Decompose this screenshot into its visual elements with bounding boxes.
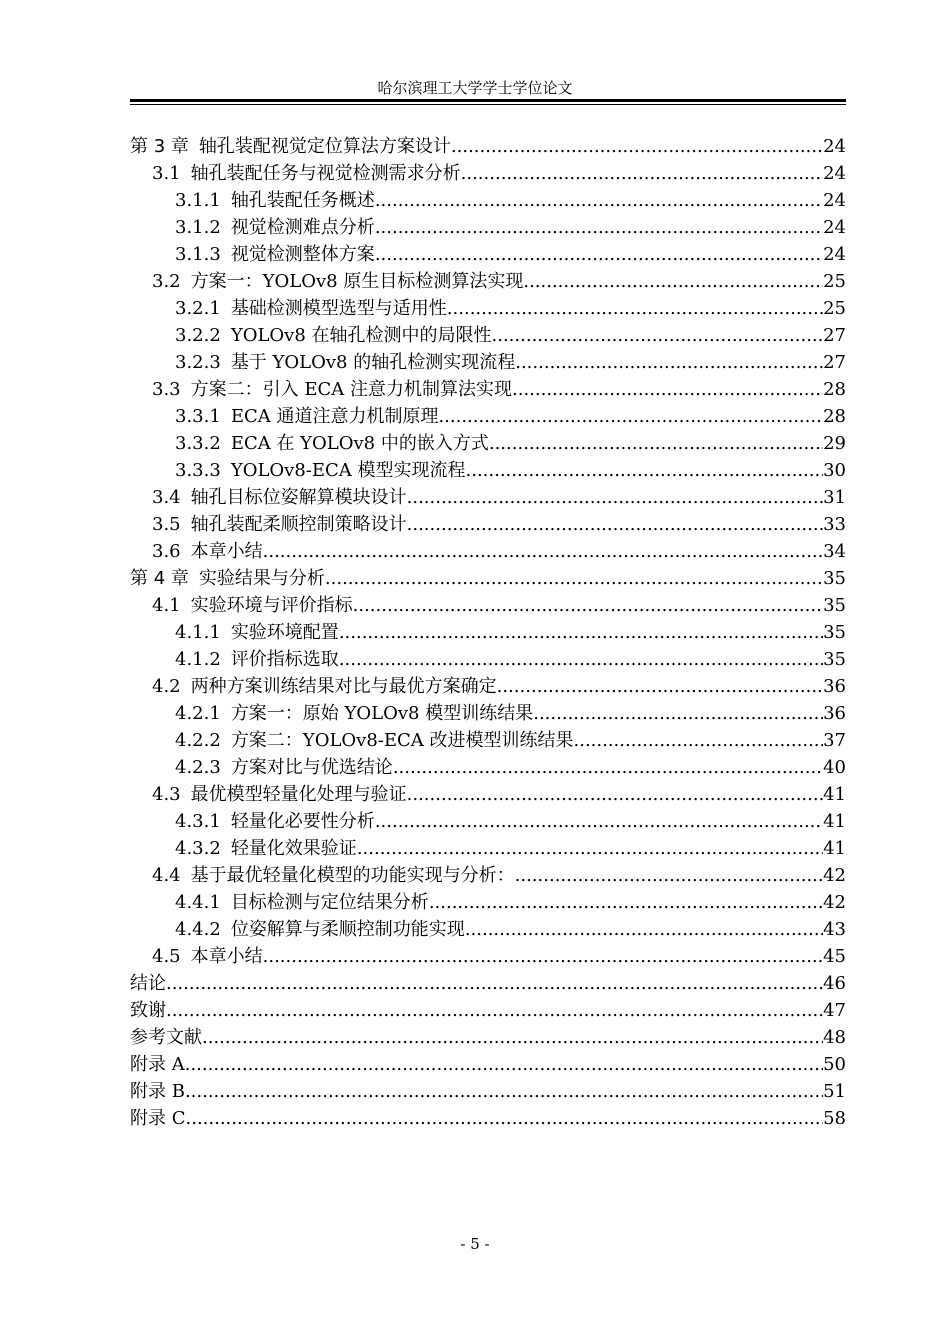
toc-dot-leader <box>465 916 823 943</box>
toc-entry-page: 35 <box>823 622 846 643</box>
toc-entry-title: 轴孔目标位姿解算模块设计 <box>190 487 407 508</box>
toc-entry[interactable] <box>130 781 846 808</box>
toc-entry[interactable] <box>130 997 846 1024</box>
toc-dot-leader <box>515 862 823 889</box>
toc-entry[interactable] <box>130 646 846 673</box>
toc-dot-leader <box>375 808 823 835</box>
toc-entry-page: 58 <box>823 1108 846 1129</box>
toc-entry-number: 3.3.3 <box>175 460 221 481</box>
toc-entry-page: 34 <box>823 541 846 562</box>
toc-entry[interactable] <box>130 430 846 457</box>
toc-entry-page: 27 <box>823 352 846 373</box>
toc-dot-leader <box>357 835 823 862</box>
toc-entry-title: YOLOv8-ECA 模型实现流程 <box>230 460 466 481</box>
toc-entry-number: 3.1.3 <box>175 244 221 265</box>
toc-entry-title: 实验环境与评价指标 <box>190 595 353 616</box>
toc-dot-leader <box>393 754 823 781</box>
toc-dot-leader <box>166 997 823 1024</box>
toc-dot-leader <box>339 619 823 646</box>
toc-entry[interactable] <box>130 673 846 700</box>
toc-dot-leader <box>339 646 823 673</box>
toc-entry-number: 第 4 章 <box>130 568 189 589</box>
toc-entry[interactable] <box>130 808 846 835</box>
toc-entry-page: 25 <box>823 271 846 292</box>
toc-entry[interactable] <box>130 457 846 484</box>
toc-entry[interactable] <box>130 889 846 916</box>
toc-dot-leader <box>263 538 823 565</box>
toc-entry-page: 35 <box>823 595 846 616</box>
toc-entry-page: 30 <box>823 460 846 481</box>
toc-entry-number: 4.3.1 <box>175 811 221 832</box>
toc-entry-page: 24 <box>823 217 846 238</box>
toc-entry-page: 45 <box>823 946 846 967</box>
toc-entry[interactable] <box>130 538 846 565</box>
toc-entry-page: 24 <box>823 136 846 157</box>
toc-entry[interactable] <box>130 349 846 376</box>
toc-entry[interactable] <box>130 754 846 781</box>
header-rule-thin <box>130 104 846 105</box>
toc-entry-title: 实验环境配置 <box>230 622 339 643</box>
toc-entry-page: 46 <box>823 973 846 994</box>
toc-entry-number: 3.3.2 <box>175 433 221 454</box>
toc-entry-number: 3.2 <box>152 271 181 292</box>
toc-dot-leader <box>375 187 823 214</box>
toc-entry-number: 4.5 <box>152 946 181 967</box>
toc-entry-title: 方案对比与优选结论 <box>230 757 393 778</box>
toc-entry-title: 参考文献 <box>130 1027 202 1048</box>
toc-entry[interactable] <box>130 1024 846 1051</box>
toc-entry-page: 28 <box>823 406 846 427</box>
toc-entry[interactable] <box>130 511 846 538</box>
toc-entry-title: ECA 在 YOLOv8 中的嵌入方式 <box>230 433 489 454</box>
toc-dot-leader <box>407 781 823 808</box>
toc-entry-title: 轻量化必要性分析 <box>230 811 375 832</box>
toc-entry-number: 4.1 <box>152 595 181 616</box>
toc-dot-leader <box>451 133 823 160</box>
toc-entry-title: 方案一：原始 YOLOv8 模型训练结果 <box>230 703 534 724</box>
toc-entry-title: 方案二：YOLOv8-ECA 改进模型训练结果 <box>230 730 574 751</box>
toc-entry-title: 本章小结 <box>190 946 263 967</box>
toc-entry-title: 方案一：YOLOv8 原生目标检测算法实现 <box>190 271 524 292</box>
toc-entry-title: 视觉检测难点分析 <box>230 217 375 238</box>
toc-dot-leader <box>185 1078 823 1105</box>
toc-entry-number: 3.3.1 <box>175 406 221 427</box>
toc-entry[interactable] <box>130 970 846 997</box>
toc-entry-page: 37 <box>823 730 846 751</box>
toc-dot-leader <box>489 430 823 457</box>
toc-entry-number: 3.4 <box>152 487 181 508</box>
toc-dot-leader <box>185 1051 823 1078</box>
toc-entry-page: 25 <box>823 298 846 319</box>
toc-entry-number: 第 3 章 <box>130 136 189 157</box>
toc-entry-title: YOLOv8 在轴孔检测中的局限性 <box>230 325 492 346</box>
toc-dot-leader <box>438 403 823 430</box>
toc-entry-number: 4.1.1 <box>175 622 221 643</box>
toc-entry-title: 轴孔装配柔顺控制策略设计 <box>190 514 407 535</box>
toc-entry[interactable] <box>130 268 846 295</box>
toc-entry-title: 基础检测模型选型与适用性 <box>230 298 447 319</box>
toc-entry-title: 方案二：引入 ECA 注意力机制算法实现 <box>190 379 512 400</box>
toc-entry-page: 41 <box>823 811 846 832</box>
toc-entry-number: 4.4.2 <box>175 919 221 940</box>
toc-entry[interactable] <box>130 1078 846 1105</box>
toc-entry-number: 3.1 <box>152 163 181 184</box>
toc-entry-number: 3.2.1 <box>175 298 221 319</box>
header-rule-thick <box>130 99 846 102</box>
toc-entry-title: 视觉检测整体方案 <box>230 244 375 265</box>
toc-entry[interactable] <box>130 187 846 214</box>
toc-entry[interactable] <box>130 241 846 268</box>
toc-entry-page: 24 <box>823 190 846 211</box>
toc-entry-title: 本章小结 <box>190 541 263 562</box>
toc-entry[interactable] <box>130 295 846 322</box>
toc-entry-number: 4.3.2 <box>175 838 221 859</box>
toc-entry-title: 轴孔装配任务概述 <box>230 190 375 211</box>
toc-entry-page: 42 <box>823 865 846 886</box>
toc-entry-page: 41 <box>823 838 846 859</box>
toc-entry-number: 4.2.3 <box>175 757 221 778</box>
toc-entry-page: 40 <box>823 757 846 778</box>
toc-entry-number: 4.3 <box>152 784 181 805</box>
page-number: - 5 - <box>460 1235 490 1253</box>
toc-entry-page: 33 <box>823 514 846 535</box>
toc-entry-title: 最优模型轻量化处理与验证 <box>190 784 407 805</box>
toc-dot-leader <box>533 700 823 727</box>
toc-entry[interactable] <box>130 862 846 889</box>
toc-entry[interactable] <box>130 160 846 187</box>
toc-dot-leader <box>375 241 823 268</box>
toc-entry[interactable] <box>130 619 846 646</box>
toc-entry[interactable] <box>130 376 846 403</box>
toc-entry-title: 两种方案训练结果对比与最优方案确定 <box>190 676 497 697</box>
toc-entry-page: 29 <box>823 433 846 454</box>
toc-entry-page: 41 <box>823 784 846 805</box>
toc-entry-page: 35 <box>823 649 846 670</box>
toc-dot-leader <box>263 943 823 970</box>
toc-entry-number: 4.4 <box>152 865 181 886</box>
toc-dot-leader <box>447 295 823 322</box>
toc-entry-page: 51 <box>823 1081 846 1102</box>
toc-entry-page: 31 <box>823 487 846 508</box>
toc-entry[interactable] <box>130 700 846 727</box>
toc-entry-title: 目标检测与定位结果分析 <box>230 892 429 913</box>
toc-dot-leader <box>407 511 823 538</box>
toc-entry-page: 27 <box>823 325 846 346</box>
toc-entry[interactable] <box>130 484 846 511</box>
toc-entry[interactable] <box>130 1051 846 1078</box>
toc-dot-leader <box>429 889 823 916</box>
toc-dot-leader <box>574 727 824 754</box>
toc-entry[interactable] <box>130 403 846 430</box>
toc-entry[interactable] <box>130 916 846 943</box>
toc-entry-title: 致谢 <box>130 1000 166 1021</box>
toc-dot-leader <box>166 970 823 997</box>
toc-entry[interactable] <box>130 943 846 970</box>
running-header-title: 哈尔滨理工大学学士学位论文 <box>377 79 573 97</box>
toc-entry-title: 轴孔装配任务与视觉检测需求分析 <box>190 163 461 184</box>
toc-entry[interactable] <box>130 1105 846 1132</box>
toc-entry-page: 42 <box>823 892 846 913</box>
toc-dot-leader <box>515 349 823 376</box>
toc-entry-page: 48 <box>823 1027 846 1048</box>
toc-dot-leader <box>202 1024 823 1051</box>
toc-dot-leader <box>512 376 823 403</box>
toc-entry-page: 47 <box>823 1000 846 1021</box>
toc-entry-title: 轴孔装配视觉定位算法方案设计 <box>198 136 451 157</box>
toc-entry-number: 4.4.1 <box>175 892 221 913</box>
toc-entry-page: 24 <box>823 163 846 184</box>
toc-dot-leader <box>353 592 823 619</box>
toc-entry-page: 24 <box>823 244 846 265</box>
toc-entry[interactable] <box>130 214 846 241</box>
toc-entry-title: 位姿解算与柔顺控制功能实现 <box>230 919 465 940</box>
toc-dot-leader <box>461 160 823 187</box>
toc-entry-page: 36 <box>823 676 846 697</box>
toc-entry-number: 3.2.2 <box>175 325 221 346</box>
toc-entry-title: 评价指标选取 <box>230 649 339 670</box>
toc-entry[interactable] <box>130 727 846 754</box>
toc-dot-leader <box>325 565 823 592</box>
toc-entry[interactable] <box>130 133 846 160</box>
toc-entry-number: 3.1.1 <box>175 190 221 211</box>
toc-entry-title: 附录 C <box>130 1108 186 1129</box>
toc-entry-number: 3.6 <box>152 541 181 562</box>
toc-entry-page: 50 <box>823 1054 846 1075</box>
toc-entry-number: 4.2.1 <box>175 703 221 724</box>
toc-entry-number: 4.2 <box>152 676 181 697</box>
toc-entry[interactable] <box>130 835 846 862</box>
toc-entry-number: 3.3 <box>152 379 181 400</box>
toc-entry-page: 28 <box>823 379 846 400</box>
toc-entry-page: 35 <box>823 568 846 589</box>
toc-entry-title: 实验结果与分析 <box>198 568 325 589</box>
toc-entry[interactable] <box>130 322 846 349</box>
toc-entry-title: 轻量化效果验证 <box>230 838 357 859</box>
toc-dot-leader <box>492 322 824 349</box>
toc-entry[interactable] <box>130 565 846 592</box>
toc-entry-number: 4.1.2 <box>175 649 221 670</box>
toc-entry-title: 基于最优轻量化模型的功能实现与分析： <box>190 865 515 886</box>
toc-entry-page: 36 <box>823 703 846 724</box>
toc-entry-title: 附录 B <box>130 1081 185 1102</box>
toc-dot-leader <box>466 457 824 484</box>
toc-entry-title: 结论 <box>130 973 166 994</box>
toc-dot-leader <box>186 1105 824 1132</box>
toc-dot-leader <box>497 673 823 700</box>
toc-dot-leader <box>375 214 823 241</box>
table-of-contents <box>130 133 846 1132</box>
toc-entry[interactable] <box>130 592 846 619</box>
toc-entry-title: 附录 A <box>130 1054 185 1075</box>
toc-entry-title: ECA 通道注意力机制原理 <box>230 406 439 427</box>
toc-dot-leader <box>523 268 823 295</box>
toc-entry-page: 43 <box>823 919 846 940</box>
toc-entry-number: 4.2.2 <box>175 730 221 751</box>
toc-entry-number: 3.2.3 <box>175 352 221 373</box>
toc-entry-title: 基于 YOLOv8 的轴孔检测实现流程 <box>230 352 516 373</box>
toc-entry-number: 3.5 <box>152 514 181 535</box>
toc-entry-number: 3.1.2 <box>175 217 221 238</box>
toc-dot-leader <box>407 484 823 511</box>
